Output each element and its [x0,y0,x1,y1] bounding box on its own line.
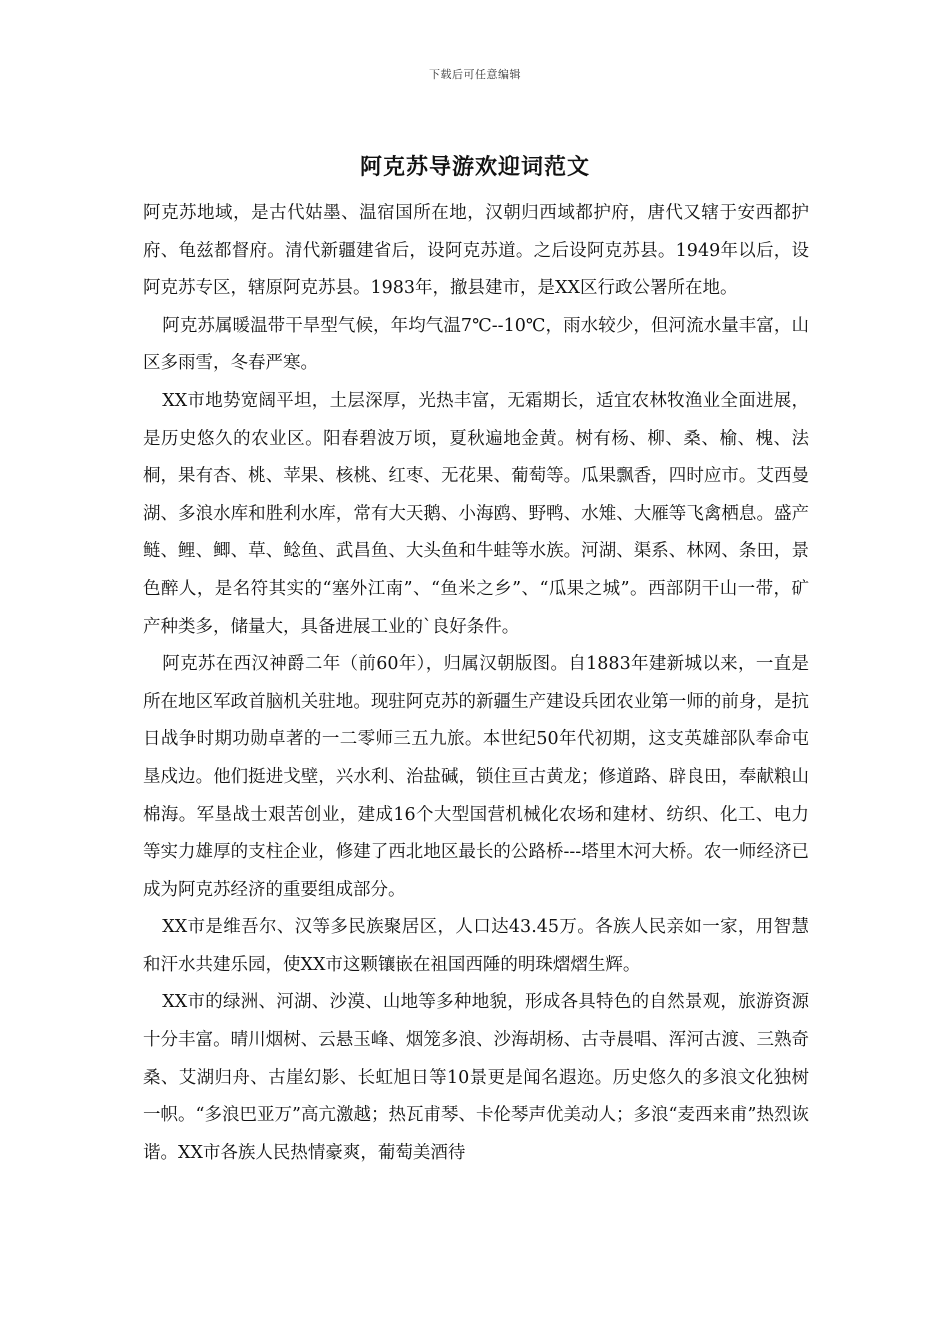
page-title: 阿克苏导游欢迎词范文 [359,154,590,180]
paragraph-agriculture: XX市地势宽阔平坦，土层深厚，光热丰富，无霜期长，适宜农林牧渔业全面进展，是历史悠久的农业区。阳春碧波万顷，夏秋遍地金黄。树有杨、柳、桑、榆、槐、法桐，果有杏、桃、苹果、核桃、红枣、无花果、葡萄等。瓜果飘香，四时应市。艾西曼湖、多浪水库和胜利水库，常有大天鹅、小海鸥、野鸭、水雉、大雁等飞禽栖息。盛产鲢、鲤、鲫、草、鲶鱼、武昌鱼、大头鱼和牛蛙等水族。河湖、渠系、林网、条田，景色醉人，是名符其实的“塞外江南”、“鱼米之乡”、“瓜果之城”。西部阴干山一带，矿产种类多，储量大，具备进展工业的`良好条件。 [143,390,809,637]
paragraph-history: 阿克苏地域，是古代姑墨、温宿国所在地，汉朝归西域都护府，唐代又辖于安西都护府、龟兹都督府。清代新疆建省后，设阿克苏道。之后设阿克苏县。1949年以后，设阿克苏专区，辖原阿克苏县。1983年，撤县建市，是XX区行政公署所在地。 [143,203,809,299]
paragraph-population: XX市是维吾尔、汉等多民族聚居区，人口达43.45万。各族人民亲如一家，用智慧和汗水共建乐园，使XX市这颗镶嵌在祖国西陲的明珠熠熠生辉。 [143,917,809,975]
paragraph-military: 阿克苏在西汉神爵二年（前60年），归属汉朝版图。自1883年建新城以来，一直是所在地区军政首脑机关驻地。现驻阿克苏的新疆生产建设兵团农业第一师的前身，是抗日战争时期功勋卓著的一二零师三五九旅。本世纪50年代初期，这支英雄部队奉命屯垦戍边。他们挺进戈壁，兴水利、治盐碱，锁住亘古黄龙；修道路、辟良田，奉献粮山棉海。军垦战士艰苦创业，建成16个大型国营机械化农场和建材、纺织、化工、电力等实力雄厚的支柱企业，修建了西北地区最长的公路桥---塔里木河大桥。农一师经济已成为阿克苏经济的重要组成部分。 [143,654,809,900]
paragraph-climate: 阿克苏属暖温带干旱型气候，年均气温7℃--10℃，雨水较少，但河流水量丰富，山区多雨雪，冬春严寒。 [143,315,809,374]
article-body [143,195,809,1172]
header-note: 下载后可任意编辑 [429,68,521,81]
paragraph-tourism: XX市的绿洲、河湖、沙漠、山地等多种地貌，形成各具特色的自然景观，旅游资源十分丰富。晴川烟树、云悬玉峰、烟笼多浪、沙海胡杨、古寺晨唱、浑河古渡、三熟奇桑、艾湖归舟、古崖幻影、长虹旭日等10景更是闻名遐迩。历史悠久的多浪文化独树一帜。“多浪巴亚万”高亢激越；热瓦甫琴、卡伦琴声优美动人；多浪“麦西来甫”热烈诙谐。XX市各族人民热情豪爽，葡萄美酒待 [143,992,809,1163]
